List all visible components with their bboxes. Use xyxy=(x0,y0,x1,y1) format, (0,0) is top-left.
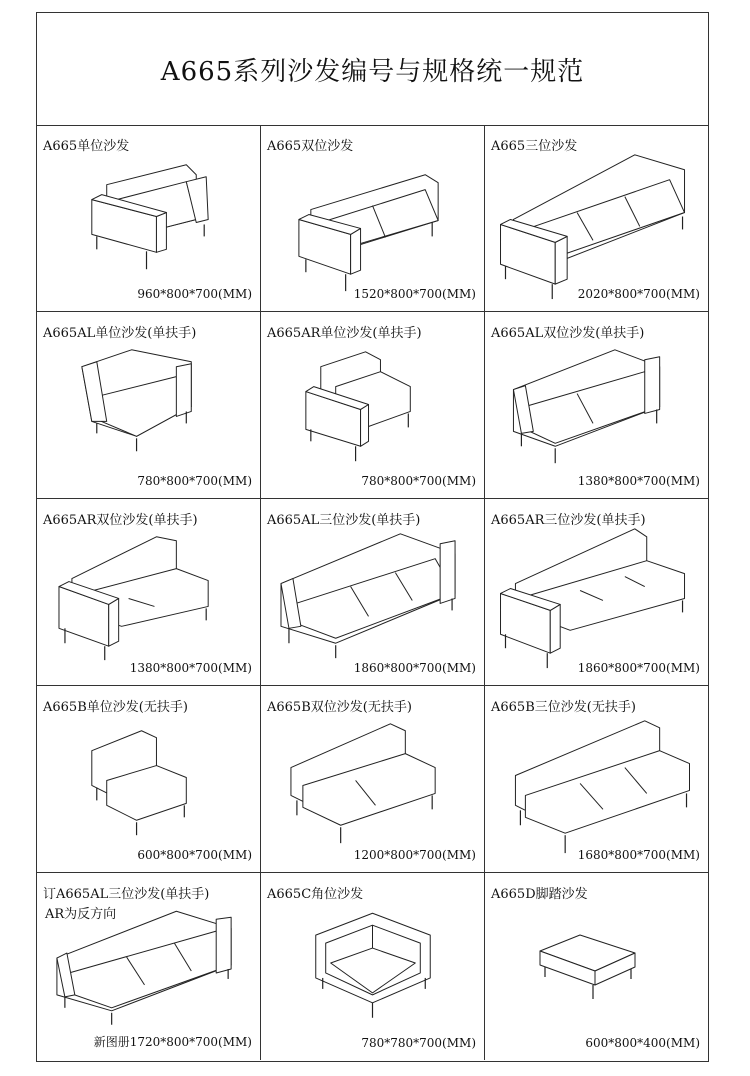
sofa-label: A665D脚踏沙发 xyxy=(491,887,588,902)
sofa-cell-a665b-triple xyxy=(485,686,708,873)
sofa-cell-a665-triple xyxy=(485,125,708,312)
sofa-cell-a665-single xyxy=(37,125,261,312)
sofa-grid xyxy=(37,125,708,1061)
sofa-cell-a665al-single xyxy=(37,312,261,499)
sofa-dimensions: 1680*800*700(MM) xyxy=(577,848,700,862)
sofa-dimensions: 1200*800*700(MM) xyxy=(353,848,476,862)
sofa-cell-a665d-ottoman xyxy=(485,873,708,1060)
sofa-label: A665AL双位沙发(单扶手) xyxy=(491,326,645,341)
sofa-cell-a665c-corner xyxy=(261,873,485,1060)
sofa-label: A665B单位沙发(无扶手) xyxy=(43,700,188,715)
sofa-label: A665双位沙发 xyxy=(267,139,354,154)
sofa-dimensions: 960*800*700(MM) xyxy=(137,287,252,301)
sofa-label: A665B双位沙发(无扶手) xyxy=(267,700,412,715)
spec-sheet xyxy=(36,12,709,1062)
sofa-label: A665AR三位沙发(单扶手) xyxy=(491,513,646,528)
sofa-dimensions: 1860*800*700(MM) xyxy=(353,661,476,675)
title-box xyxy=(37,13,708,126)
sofa-cell-a665ar-triple xyxy=(485,499,708,686)
sofa-cell-a665al-double xyxy=(485,312,708,499)
sofa-cell-a665ar-double xyxy=(37,499,261,686)
sofa-dimensions: 780*800*700(MM) xyxy=(361,474,476,488)
sofa-cell-a665b-single xyxy=(37,686,261,873)
sofa-label: 订A665AL三位沙发(单扶手) xyxy=(43,887,210,902)
sofa-label: A665B三位沙发(无扶手) xyxy=(491,700,636,715)
sofa-label: A665AR单位沙发(单扶手) xyxy=(267,326,422,341)
sofa-label: A665AL三位沙发(单扶手) xyxy=(267,513,421,528)
sofa-dimensions: 1380*800*700(MM) xyxy=(129,661,252,675)
sofa-dimensions: 780*780*700(MM) xyxy=(361,1036,476,1050)
sofa-label: A665单位沙发 xyxy=(43,139,130,154)
sofa-dimensions: 1860*800*700(MM) xyxy=(577,661,700,675)
sofa-note: AR为反方向 xyxy=(45,907,117,922)
sofa-label: A665C角位沙发 xyxy=(267,887,364,902)
sofa-cell-a665ar-single xyxy=(261,312,485,499)
sofa-dimensions: 600*800*700(MM) xyxy=(137,848,252,862)
sofa-label: A665AR双位沙发(单扶手) xyxy=(43,513,198,528)
sofa-cell-a665al-triple-custom xyxy=(37,873,261,1060)
sofa-cell-a665al-triple xyxy=(261,499,485,686)
sofa-dimensions: 新图册1720*800*700(MM) xyxy=(93,1035,252,1049)
sofa-dimensions: 600*800*400(MM) xyxy=(585,1036,700,1050)
sofa-cell-a665-double xyxy=(261,125,485,312)
sofa-dimensions: 780*800*700(MM) xyxy=(137,474,252,488)
sofa-dimensions: 1520*800*700(MM) xyxy=(353,287,476,301)
page-title: A665系列沙发编号与规格统一规范 xyxy=(160,56,585,87)
sofa-dimensions: 1380*800*700(MM) xyxy=(577,474,700,488)
sofa-label: A665三位沙发 xyxy=(491,139,578,154)
sofa-label: A665AL单位沙发(单扶手) xyxy=(43,326,197,341)
sofa-dimensions: 2020*800*700(MM) xyxy=(577,287,700,301)
sofa-cell-a665b-double xyxy=(261,686,485,873)
